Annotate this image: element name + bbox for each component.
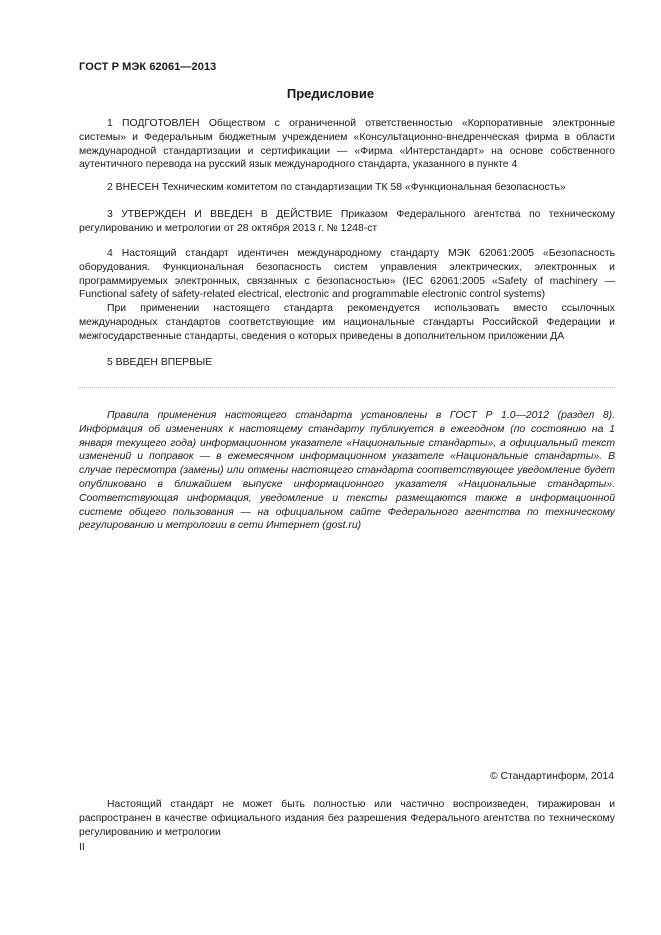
reproduction-notice — [79, 798, 615, 839]
foreword-paragraph-3: 3 УТВЕРЖДЕН И ВВЕДЕН В ДЕЙСТВИЕ Приказом Федерального агентства по техническому регулированию и метрологии от 28 октября 2013 г. № 1248-ст — [79, 209, 615, 234]
foreword-item-5 — [79, 356, 615, 370]
document-code-header: ГОСТ Р МЭК 62061—2013 — [79, 61, 217, 73]
notice-text: Правила применения настоящего стандарта установлены в ГОСТ Р 1.0—2012 (раздел 8). Информация об изменениях к настоящему стандарту публикуется в ежегодном (по состоянию на 1 января текущего года) информационном указателе «Национальные стандарты», а официальный текст изменений и поправок — в ежемесячном информационном указателе «Национальные стандарты». В случае пересмотра (замены) или отмены настоящего стандарта соответствующее уведомление будет опубликовано в ближайшем выпуске информационного указателя «Национальные стандарты». Соответствующая информация, уведомление и тексты размещаются также в информационной системе общего пользования — на официальном сайте Федерального агентства по техническому регулированию и метрологии в сети Интернет (gost.ru) — [79, 410, 615, 532]
page-title: Предисловие — [286, 86, 375, 101]
foreword-paragraph-4b: При применении настоящего стандарта рекомендуется использовать вместо ссылочных международных стандартов соответствующие им национальные стандарты Российской Федерации и межгосударственные стандарты, сведения о которых приведены в дополнительном приложении ДА — [79, 303, 615, 342]
reproduction-text: Настоящий стандарт не может быть полностью или частично воспроизведен, тиражирован и распространен в качестве официального издания без разрешения Федерального агентства по техническому регулированию и метрологии — [79, 799, 615, 838]
foreword-paragraph-5: 5 ВВЕДЕН ВПЕРВЫЕ — [107, 357, 213, 368]
foreword-paragraph-4: 4 Настоящий стандарт идентичен международному стандарту МЭК 62061:2005 «Безопасность оборудования. Функциональная безопасность систем управления электрических, электронных и программируемых электронных, связанных с безопасностью» (IEC 62061:2005 «Safety of machinery — Functional safety of safety-related electrical, electronic and programmable electronic control systems) — [79, 248, 615, 301]
foreword-item-4 — [79, 247, 615, 344]
foreword-item-1 — [79, 117, 615, 172]
foreword-item-3 — [79, 208, 615, 236]
copyright-line: © Стандартинформ, 2014 — [489, 771, 614, 782]
foreword-paragraph-1: 1 ПОДГОТОВЛЕН Обществом с ограниченной ответственностью «Корпоративные электронные системы» и Федеральным бюджетным учреждением «Консультационно-внедренческая фирма в области международной стандартизации и сертификации — «Фирма «Интерстандарт» на основе собственного аутентичного перевода на русский язык международного стандарта, указанного в пункте 4 — [79, 118, 615, 171]
foreword-item-2 — [79, 181, 615, 195]
foreword-paragraph-2: 2 ВНЕСЕН Техническим комитетом по стандартизации ТК 58 «Функциональная безопасность» — [107, 182, 566, 193]
page-number: II — [79, 842, 85, 853]
section-divider — [79, 387, 615, 388]
application-rules-notice — [79, 409, 615, 533]
